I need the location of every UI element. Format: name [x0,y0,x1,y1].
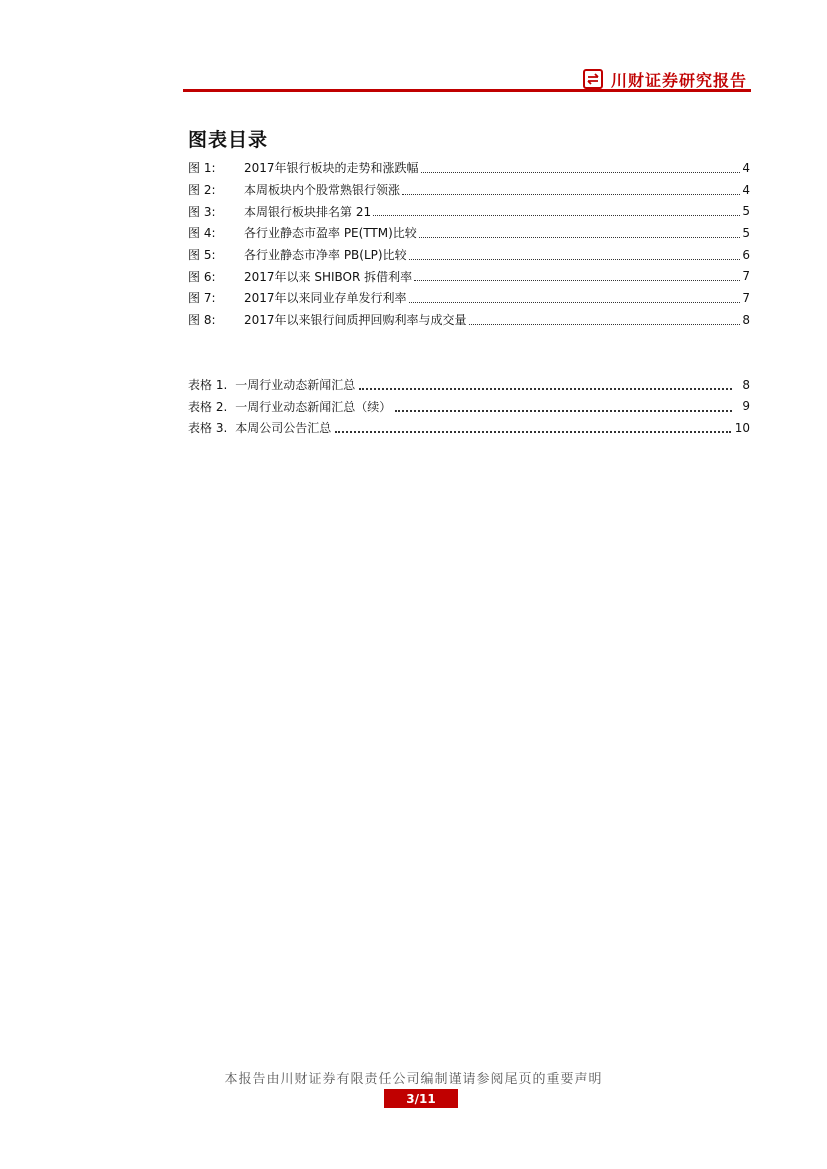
figure-title: 本周板块内个股常熟银行领涨 [244,183,401,198]
dot-leader [409,258,741,260]
figure-label: 图 1: [188,161,216,176]
figure-title: 各行业静态市盈率 PE(TTM)比较 [244,226,417,241]
figure-title: 各行业静态市净率 PB(LP)比较 [244,248,407,263]
figure-page: 7 [742,290,750,305]
figure-label: 图 2: [188,183,216,198]
table-title: 本周公司公告汇总 [235,421,332,436]
figure-title: 2017年银行板块的走势和涨跌幅 [244,161,419,176]
dot-leader [373,214,740,216]
figure-label: 图 4: [188,226,216,241]
toc-title: 图表目录 [188,129,269,151]
figure-entry[interactable] [188,200,750,222]
figure-entry[interactable] [188,222,750,244]
table-list [188,374,750,439]
figure-title: 2017年以来 SHIBOR 拆借利率 [244,269,413,284]
figure-page: 7 [742,269,750,284]
dot-leader [359,387,732,390]
table-label: 表格 1. [188,378,228,393]
figure-label: 图 8: [188,313,216,328]
header-brand [583,67,753,91]
figure-page: 5 [742,225,750,240]
brand-title: 川财证券研究报告 [611,70,748,90]
table-entry[interactable] [188,396,750,418]
figure-title: 2017年以来银行间质押回购利率与成交量 [244,313,467,328]
logo-icon [583,69,603,89]
figure-entry[interactable] [188,309,750,331]
figure-title: 本周银行板块排名第 21 [244,204,372,219]
table-page: 8 [742,377,750,392]
dot-leader [409,301,741,303]
figure-label: 图 7: [188,291,216,306]
table-page: 10 [734,420,750,435]
dot-leader [402,193,740,195]
table-label: 表格 2. [188,399,228,414]
figure-entry[interactable] [188,265,750,287]
figure-entry[interactable] [188,244,750,266]
dot-leader [395,409,732,412]
figure-page: 5 [742,204,750,219]
figure-page: 4 [742,182,750,197]
table-page: 9 [742,399,750,414]
figure-page: 8 [742,312,750,327]
table-entry[interactable] [188,374,750,396]
dot-leader [469,323,741,325]
header-divider [183,89,751,92]
figure-entry[interactable] [188,179,750,201]
dot-leader [335,430,730,433]
figure-list [188,157,750,331]
table-title: 一周行业动态新闻汇总 [235,378,356,393]
figure-title: 2017年以来同业存单发行利率 [244,291,407,306]
dot-leader [421,171,741,173]
figure-page: 6 [742,247,750,262]
figure-label: 图 6: [188,269,216,284]
figure-entry[interactable] [188,287,750,309]
table-title: 一周行业动态新闻汇总（续） [235,399,392,414]
figure-entry[interactable] [188,157,750,179]
dot-leader [414,279,740,281]
figure-label: 图 5: [188,248,216,263]
page-number: 3/11 [384,1089,458,1108]
figure-label: 图 3: [188,204,216,219]
figure-page: 4 [742,160,750,175]
table-entry[interactable] [188,417,750,439]
dot-leader [419,236,741,238]
table-label: 表格 3. [188,421,228,436]
footer-disclaimer: 本报告由川财证券有限责任公司编制谨请参阅尾页的重要声明 [224,1072,603,1087]
